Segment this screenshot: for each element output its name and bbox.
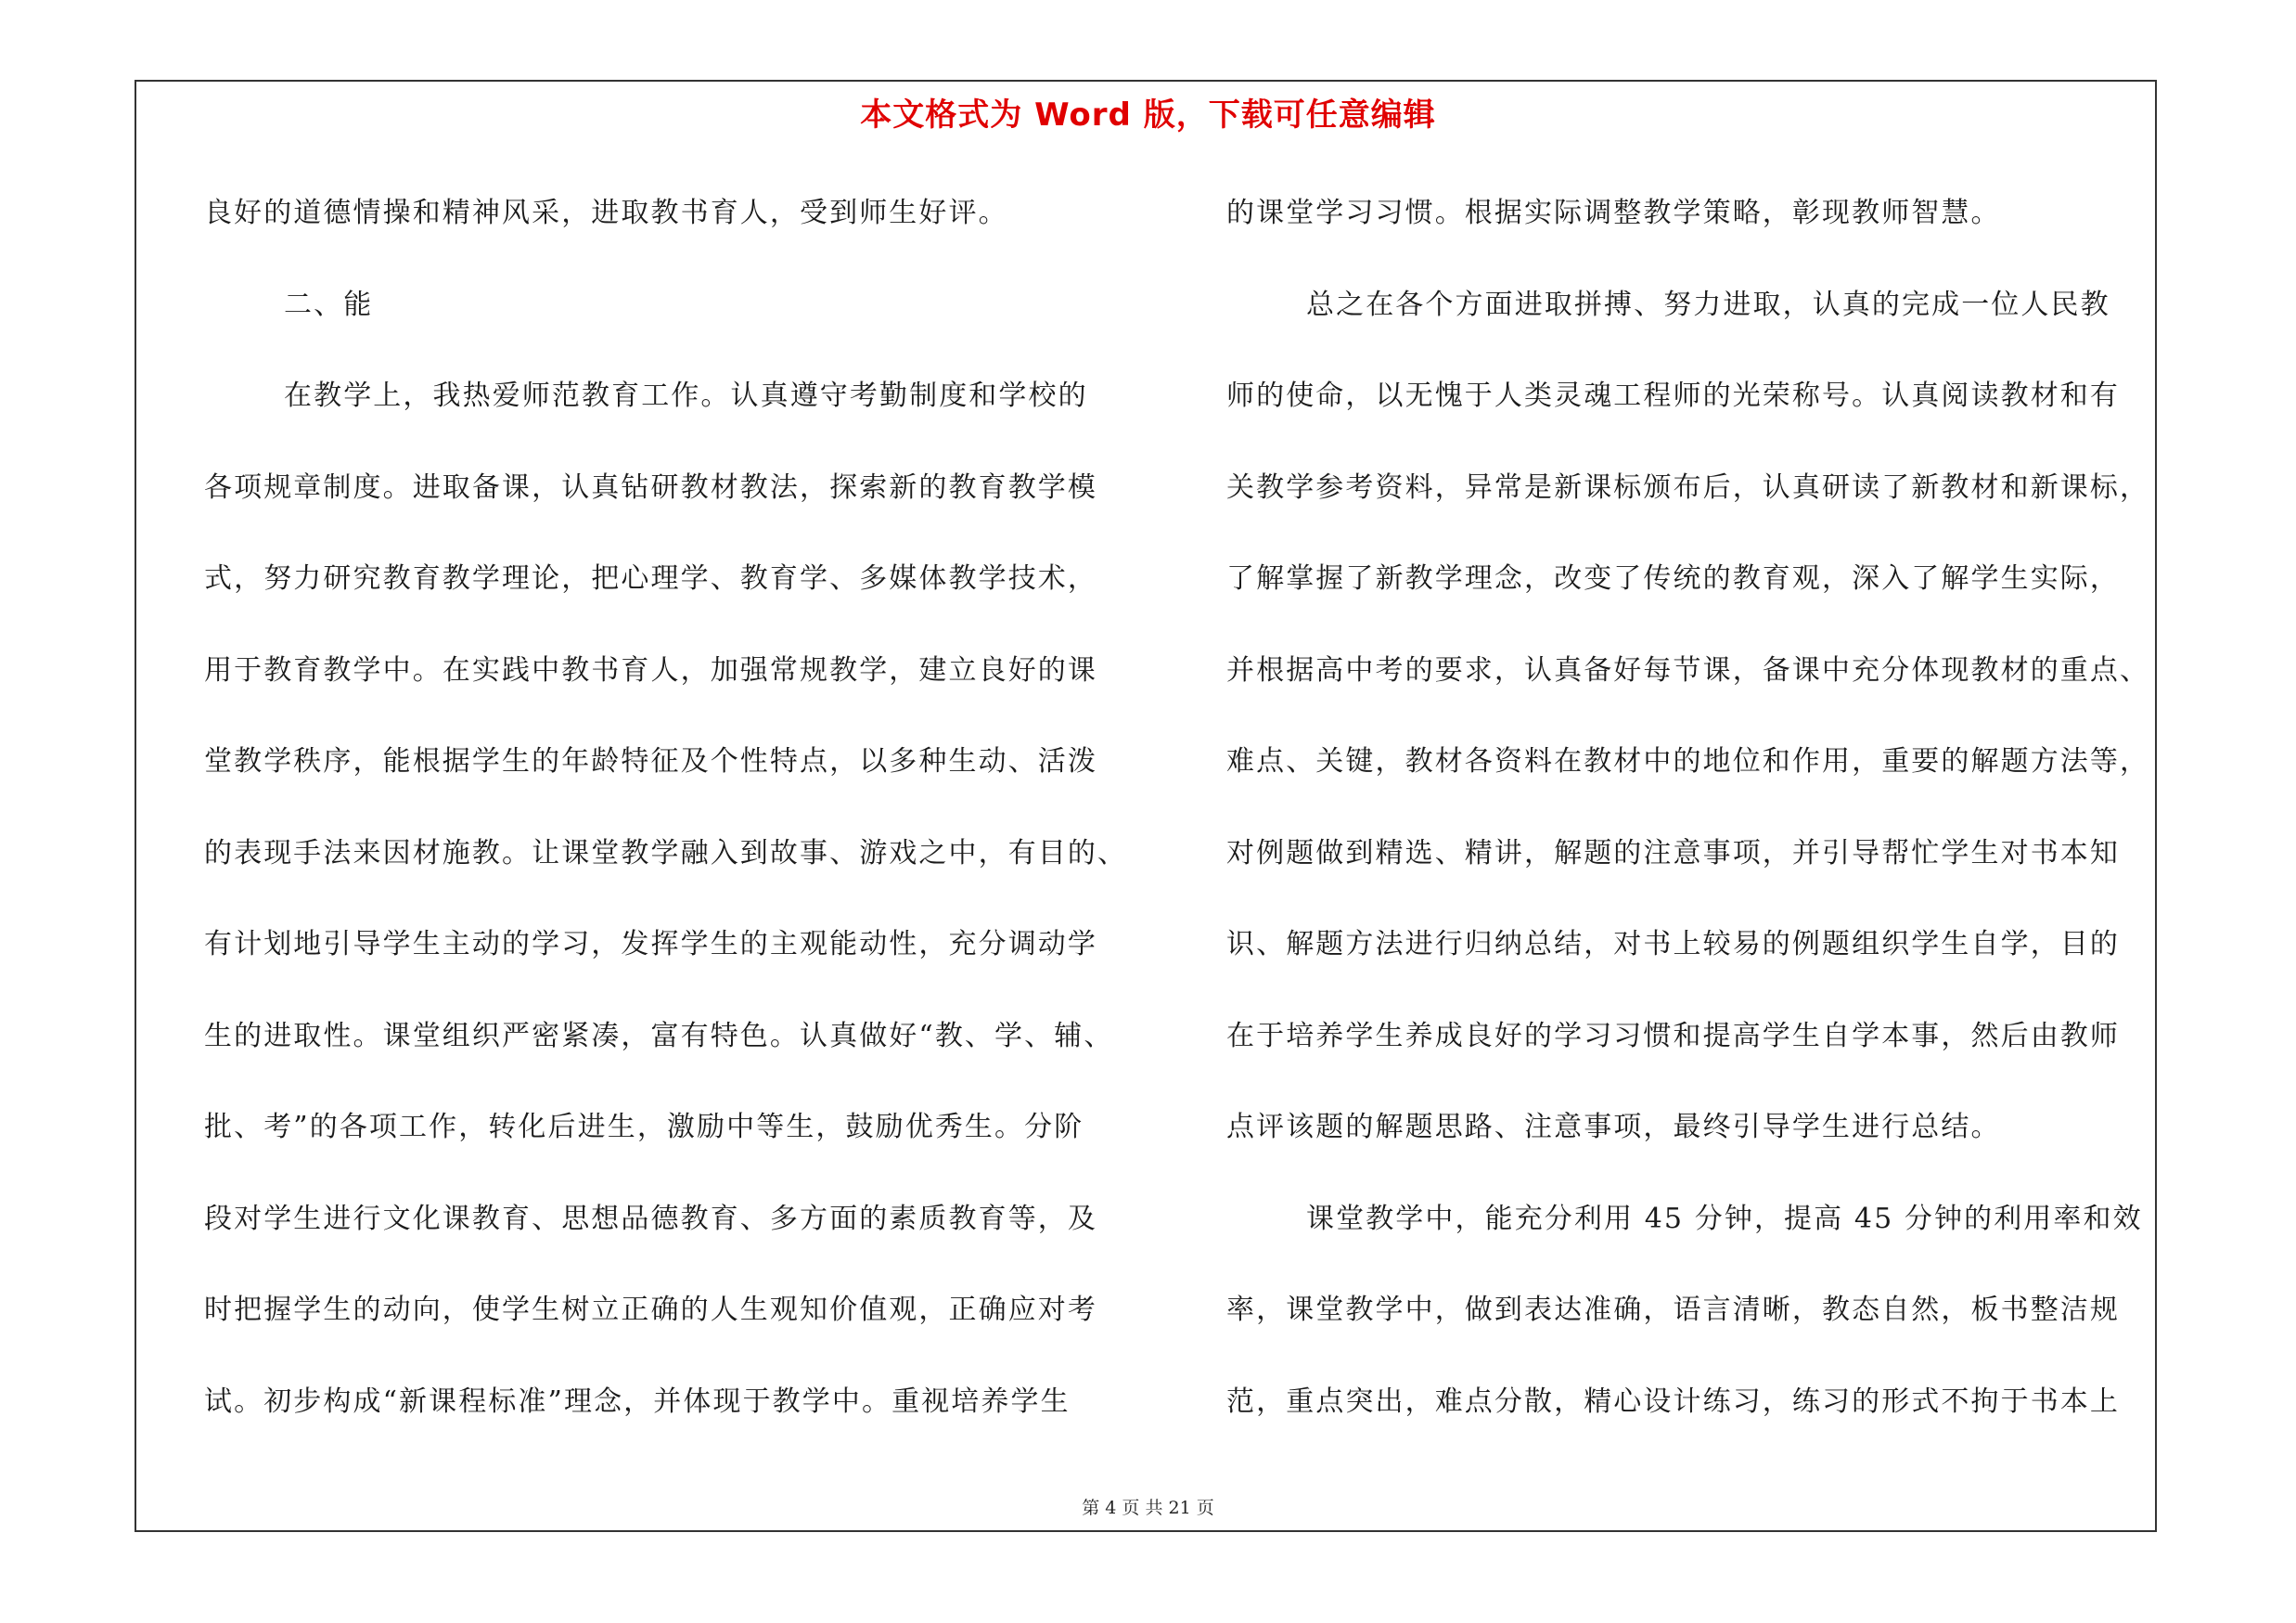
- page-number-footer: 第 4 页 共 21 页: [1082, 1498, 1214, 1518]
- text-line: 良好的道德情操和精神风采，进取教书育人，受到师生好评。: [204, 197, 1008, 229]
- format-banner: 本文格式为 Word 版，下载可任意编辑: [860, 97, 1436, 134]
- text-line: 了解掌握了新教学理念，改变了传统的教育观，深入了解学生实际，: [1226, 562, 2120, 595]
- text-line: 课堂教学中，能充分利用 45 分钟，提高 45 分钟的利用率和效: [1306, 1202, 2143, 1235]
- left-text-column: [204, 186, 1141, 1465]
- text-line: 率，课堂教学中，做到表达准确，语言清晰，教态自然，板书整洁规: [1226, 1294, 2120, 1326]
- text-line: 式，努力研究教育教学理论，把心理学、教育学、多媒体教学技术，: [204, 562, 1097, 595]
- text-line: 对例题做到精选、精讲，解题的注意事项，并引导帮忙学生对书本知: [1226, 836, 2120, 869]
- text-line: 各项规章制度。进取备课，认真钻研教材教法，探索新的教育教学模: [204, 470, 1097, 504]
- text-line: 关教学参考资料，异常是新课标颁布后，认真研读了新教材和新课标，: [1226, 470, 2150, 504]
- text-line: 的表现手法来因材施教。让课堂教学融入到故事、游戏之中，有目的、: [204, 836, 1128, 869]
- text-line: 识、解题方法进行归纳总结，对书上较易的例题组织学生自学，目的: [1226, 928, 2120, 960]
- text-line: 二、能: [284, 288, 374, 321]
- text-line: 在于培养学生养成良好的学习习惯和提高学生自学本事，然后由教师: [1226, 1019, 2120, 1052]
- text-line: 并根据高中考的要求，认真备好每节课，备课中充分体现教材的重点、: [1226, 653, 2150, 687]
- text-line: 用于教育教学中。在实践中教书育人，加强常规教学，建立良好的课: [204, 653, 1097, 687]
- text-line: 堂教学秩序，能根据学生的年龄特征及个性特点，以多种生动、活泼: [204, 745, 1097, 778]
- text-line: 有计划地引导学生主动的学习，发挥学生的主观能动性，充分调动学: [204, 928, 1097, 960]
- text-line: 批、考”的各项工作，转化后进生，激励中等生，鼓励优秀生。分阶: [204, 1111, 1084, 1143]
- text-line: 总之在各个方面进取拼搏、努力进取，认真的完成一位人民教: [1306, 288, 2110, 321]
- text-line: 师的使命，以无愧于人类灵魂工程师的光荣称号。认真阅读教材和有: [1226, 380, 2120, 412]
- text-line: 点评该题的解题思路、注意事项，最终引导学生进行总结。: [1226, 1111, 2001, 1143]
- text-line: 段对学生进行文化课教育、思想品德教育、多方面的素质教育等，及: [204, 1202, 1097, 1235]
- text-line: 的课堂学习习惯。根据实际调整教学策略，彰现教师智慧。: [1226, 197, 2001, 229]
- right-text-column: [1226, 186, 2163, 1465]
- text-line: 试。初步构成“新课程标准”理念，并体现于教学中。重视培养学生: [204, 1385, 1071, 1418]
- text-line: 时把握学生的动向，使学生树立正确的人生观知价值观，正确应对考: [204, 1294, 1097, 1326]
- text-line: 在教学上，我热爱师范教育工作。认真遵守考勤制度和学校的: [284, 380, 1088, 412]
- text-line: 范，重点突出，难点分散，精心设计练习，练习的形式不拘于书本上: [1226, 1385, 2120, 1418]
- text-line: 难点、关键，教材各资料在教材中的地位和作用，重要的解题方法等，: [1226, 745, 2150, 778]
- text-line: 生的进取性。课堂组织严密紧凑，富有特色。认真做好“教、学、辅、: [204, 1019, 1114, 1052]
